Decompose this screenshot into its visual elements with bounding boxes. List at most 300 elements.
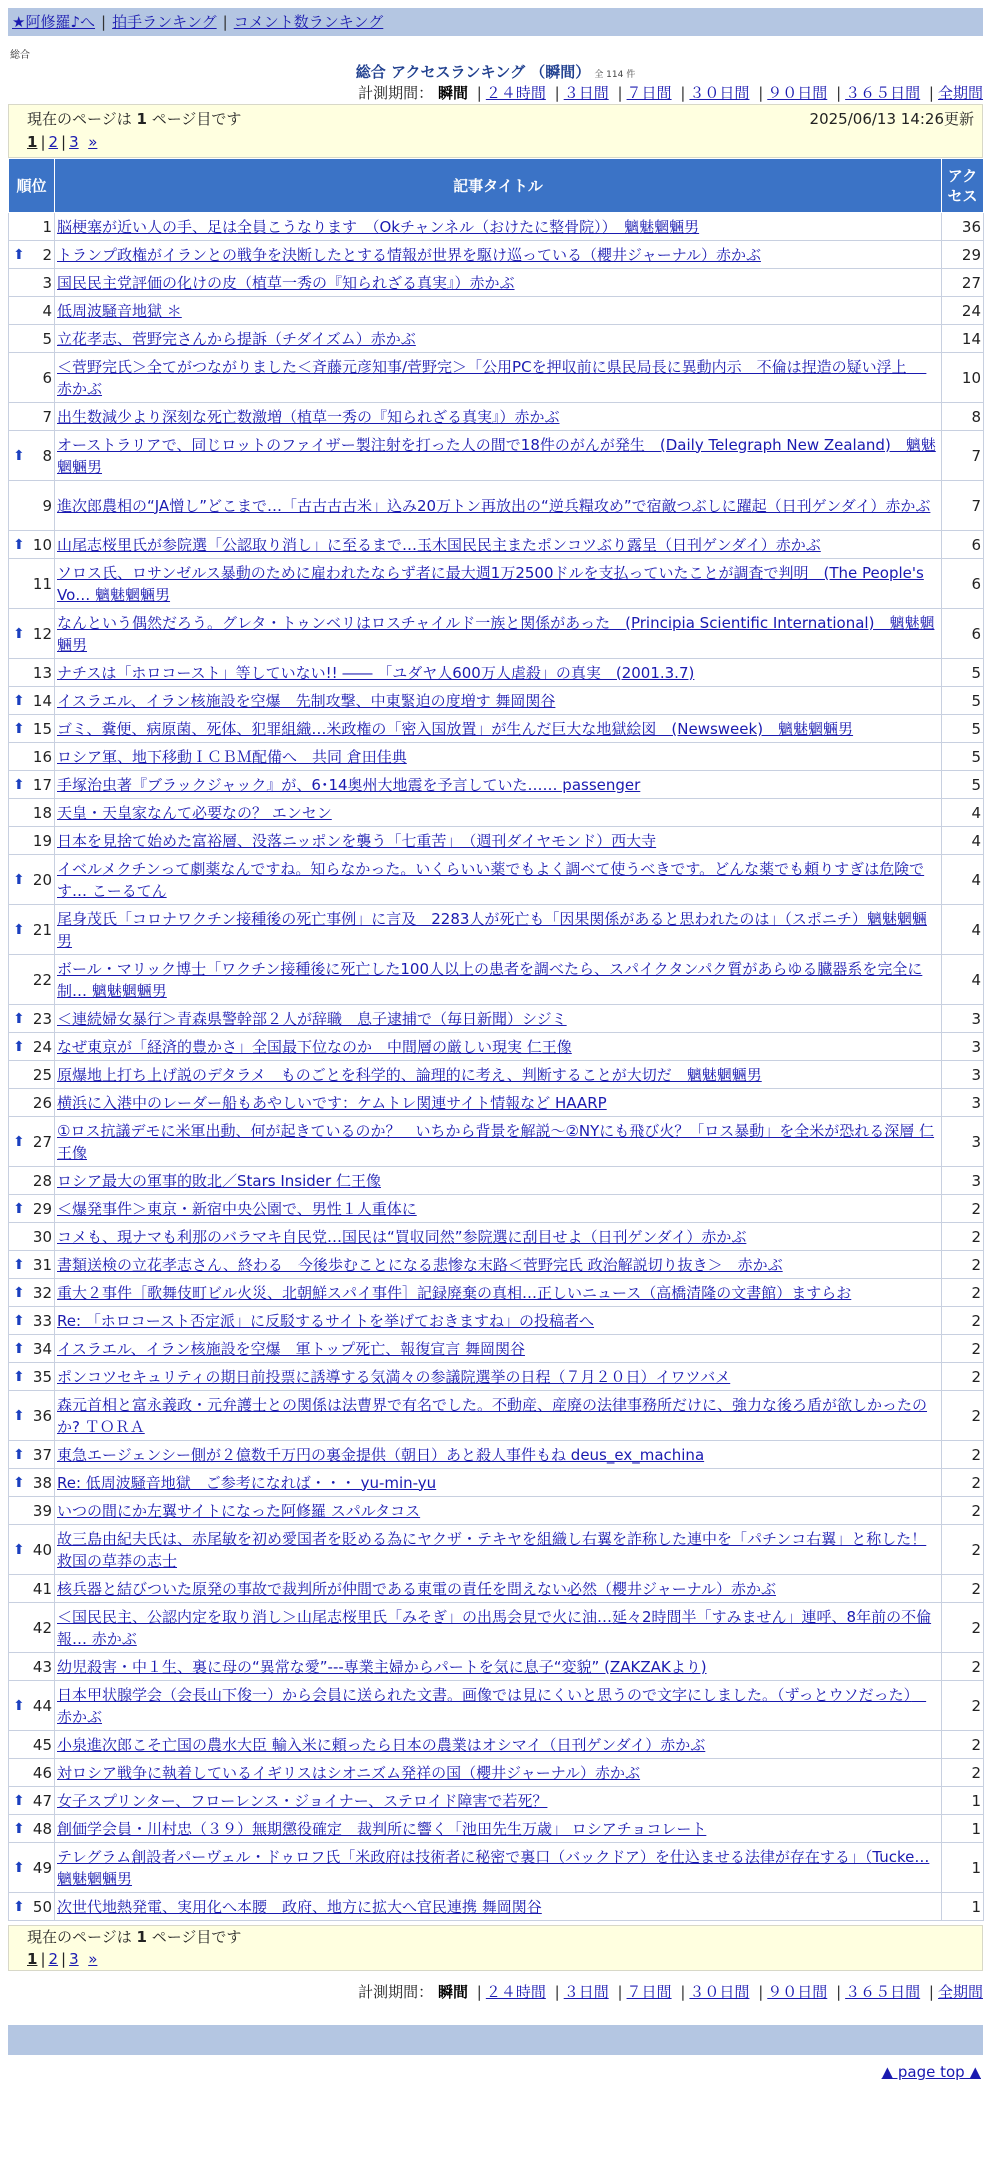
rank-number: 44 bbox=[32, 1696, 52, 1715]
up-arrow-icon: ⬆ bbox=[13, 1368, 25, 1385]
access-count: 8 bbox=[942, 403, 984, 431]
title-cell bbox=[55, 269, 942, 297]
rank-number: 8 bbox=[42, 446, 52, 465]
rank-number: 1 bbox=[42, 217, 52, 236]
access-count: 2 bbox=[942, 1497, 984, 1525]
rank-number: 26 bbox=[32, 1093, 52, 1112]
table-row bbox=[9, 1731, 984, 1759]
period-link-24h[interactable]: ２４時間 bbox=[485, 84, 546, 102]
page-link-next-bottom[interactable]: » bbox=[88, 1950, 98, 1968]
access-count: 5 bbox=[942, 743, 984, 771]
title-cell bbox=[55, 1843, 942, 1893]
article-link[interactable]: ＜爆発事件＞東京・新宿中央公園で、男性１人重体に bbox=[57, 1199, 417, 1218]
rank-cell bbox=[9, 1843, 55, 1893]
rank-number: 10 bbox=[32, 535, 52, 554]
title-cell bbox=[55, 1893, 942, 1921]
access-count: 2 bbox=[942, 1195, 984, 1223]
period-link-3d[interactable]: ３日間 bbox=[563, 1983, 609, 2001]
title-cell bbox=[55, 687, 942, 715]
rank-cell bbox=[9, 559, 55, 609]
access-count: 3 bbox=[942, 1033, 984, 1061]
rank-cell bbox=[9, 905, 55, 955]
table-row bbox=[9, 1223, 984, 1251]
table-row bbox=[9, 1117, 984, 1167]
article-link[interactable]: イスラエル、イラン核施設を空爆 先制攻撃、中東緊迫の度増す 舞岡関谷 bbox=[57, 691, 556, 710]
nav-separator: | bbox=[101, 13, 107, 31]
access-count: 5 bbox=[942, 659, 984, 687]
rank-cell bbox=[9, 715, 55, 743]
table-row bbox=[9, 1843, 984, 1893]
rank-number: 36 bbox=[32, 1406, 52, 1425]
title-cell bbox=[55, 1335, 942, 1363]
rank-cell bbox=[9, 1005, 55, 1033]
title-cell bbox=[55, 1089, 942, 1117]
table-row bbox=[9, 659, 984, 687]
article-link[interactable]: なぜ東京が「経済的豊かさ」全国最下位なのか 中間層の厳しい現実 仁王像 bbox=[57, 1037, 572, 1056]
access-count: 2 bbox=[942, 1307, 984, 1335]
title-cell bbox=[55, 1603, 942, 1653]
access-count: 4 bbox=[942, 855, 984, 905]
article-link[interactable]: 低周波騒音地獄 ＊ bbox=[57, 301, 182, 320]
period-current: 瞬間 bbox=[437, 1983, 468, 2001]
total-count: 全 114 件 bbox=[594, 70, 636, 80]
pager-top bbox=[8, 104, 983, 158]
rank-number: 17 bbox=[32, 775, 52, 794]
title-cell bbox=[55, 1681, 942, 1731]
article-link[interactable]: 幼児殺害・中１生、裏に母の“異常な愛”---専業主婦からパートを気に息子“変貌” (ZAKZAKより) bbox=[57, 1657, 707, 1676]
rank-number: 15 bbox=[32, 719, 52, 738]
rank-number: 47 bbox=[32, 1791, 52, 1810]
title-cell bbox=[55, 213, 942, 241]
rank-number: 30 bbox=[32, 1227, 52, 1246]
table-row bbox=[9, 855, 984, 905]
article-link[interactable]: 国民民主党評価の化けの皮（植草一秀の『知られざる真実』）赤かぶ bbox=[57, 273, 515, 292]
article-link[interactable]: ロシア軍、地下移動ＩＣＢＭ配備へ 共同 倉田佳典 bbox=[57, 747, 407, 766]
page-link-2-bottom[interactable]: 2 bbox=[48, 1950, 59, 1968]
up-arrow-icon: ⬆ bbox=[13, 1284, 25, 1301]
ranking-rows bbox=[9, 213, 984, 1921]
article-link[interactable]: 故三島由紀夫氏は、赤尾敏を初め愛国者を貶める為にヤクザ・テキヤを組織し右翼を詐称した連中を「パチンコ右翼」と称した！ 救国の草莽の志士 bbox=[57, 1529, 927, 1570]
up-arrow-icon: ⬆ bbox=[13, 1038, 25, 1055]
title-cell bbox=[55, 297, 942, 325]
access-count: 7 bbox=[942, 431, 984, 481]
table-row bbox=[9, 799, 984, 827]
up-arrow-icon: ⬆ bbox=[13, 1446, 25, 1463]
rank-cell bbox=[9, 1787, 55, 1815]
article-link[interactable]: 東急エージェンシー側が２億数千万円の裏金提供（朝日）あと殺人事件もね deus_ex_machina bbox=[57, 1445, 705, 1464]
title-cell bbox=[55, 241, 942, 269]
rank-number: 20 bbox=[32, 870, 52, 889]
rank-number: 39 bbox=[32, 1501, 52, 1520]
rank-number: 49 bbox=[32, 1858, 52, 1877]
table-row bbox=[9, 1335, 984, 1363]
rank-number: 11 bbox=[32, 574, 52, 593]
article-link[interactable]: なんという偶然だろう。グレタ・トゥンベリはロスチャイルド一族と関係があった (Principia Scientific International) 魑魅魍魎男 bbox=[57, 613, 935, 654]
up-arrow-icon: ⬆ bbox=[13, 246, 25, 263]
article-link[interactable]: ポンコツセキュリティの期日前投票に誘導する気満々の参議院選挙の日程（７月２０日）イワツバメ bbox=[57, 1367, 731, 1386]
article-link[interactable]: 手塚治虫著『ブラックジャック』が、6･14奥州大地震を予言していた…… passenger bbox=[57, 775, 641, 794]
rank-cell bbox=[9, 481, 55, 531]
article-link[interactable]: 小泉進次郎こそ亡国の農水大臣 輸入米に頼ったら日本の農業はオシマイ（日刊ゲンダイ）赤かぶ bbox=[57, 1735, 706, 1754]
article-link[interactable]: テレグラム創設者パーヴェル・ドゥロフ氏「米政府は技術者に秘密で裏口（バックドア）を仕込ませる法律が存在する」（Tucke… 魑魅魍魎男 bbox=[57, 1847, 930, 1888]
access-count: 6 bbox=[942, 559, 984, 609]
access-count: 3 bbox=[942, 1005, 984, 1033]
page-link-next[interactable]: » bbox=[88, 133, 98, 151]
access-count: 7 bbox=[942, 481, 984, 531]
title-cell bbox=[55, 1223, 942, 1251]
page-link-3[interactable]: 3 bbox=[69, 133, 79, 151]
article-link[interactable]: 対ロシア戦争に執着しているイギリスはシオニズム発祥の国（櫻井ジャーナル）赤かぶ bbox=[57, 1763, 641, 1782]
rank-number: 32 bbox=[32, 1283, 52, 1302]
page-link-active: 1 bbox=[27, 133, 38, 151]
rank-cell bbox=[9, 403, 55, 431]
title-cell bbox=[55, 1731, 942, 1759]
rank-number: 21 bbox=[32, 920, 52, 939]
page-link-2[interactable]: 2 bbox=[48, 133, 59, 151]
table-row bbox=[9, 743, 984, 771]
rank-cell bbox=[9, 1653, 55, 1681]
title-cell bbox=[55, 1441, 942, 1469]
access-count: 27 bbox=[942, 269, 984, 297]
period-link-7d[interactable]: ７日間 bbox=[626, 84, 672, 102]
access-count: 1 bbox=[942, 1815, 984, 1843]
table-row bbox=[9, 353, 984, 403]
access-count: 36 bbox=[942, 213, 984, 241]
title-cell bbox=[55, 1497, 942, 1525]
article-link[interactable]: ＜連続婦女暴行＞青森県警幹部２人が辞職 息子逮捕で（毎日新聞）シジミ bbox=[57, 1009, 567, 1028]
rank-cell bbox=[9, 1363, 55, 1391]
article-link[interactable]: 天皇・天皇家なんて必要なの？ エンセン bbox=[57, 803, 332, 822]
table-row bbox=[9, 1005, 984, 1033]
article-link[interactable]: 原爆地上打ち上げ説のデタラメ ものごとを科学的、論理的に考え、判断することが大切だ 魑魅魍魎男 bbox=[57, 1065, 762, 1084]
rank-cell bbox=[9, 1195, 55, 1223]
title-cell bbox=[55, 1005, 942, 1033]
rank-number: 35 bbox=[32, 1367, 52, 1386]
header-rank: 順位 bbox=[9, 159, 55, 213]
rank-cell bbox=[9, 353, 55, 403]
period-link-3d[interactable]: ３日間 bbox=[563, 84, 609, 102]
access-count: 10 bbox=[942, 353, 984, 403]
rank-cell bbox=[9, 1575, 55, 1603]
rank-cell bbox=[9, 659, 55, 687]
title-cell bbox=[55, 1279, 942, 1307]
rank-number: 34 bbox=[32, 1339, 52, 1358]
table-row bbox=[9, 403, 984, 431]
article-link[interactable]: 女子スプリンター、フローレンス・ジョイナー、ステロイド障害で若死？ bbox=[57, 1791, 548, 1810]
up-arrow-icon: ⬆ bbox=[13, 776, 25, 793]
rank-cell bbox=[9, 1815, 55, 1843]
article-link[interactable]: 核兵器と結びついた原発の事故で裁判所が仲間である東電の責任を問えない必然（櫻井ジャーナル）赤かぶ bbox=[57, 1579, 776, 1598]
up-arrow-icon: ⬆ bbox=[13, 921, 25, 938]
rank-cell bbox=[9, 771, 55, 799]
comment-ranking-link[interactable]: コメント数ランキング bbox=[233, 13, 384, 31]
table-row bbox=[9, 771, 984, 799]
title-cell bbox=[55, 1391, 942, 1441]
up-arrow-icon: ⬆ bbox=[13, 1010, 25, 1027]
rank-number: 48 bbox=[32, 1819, 52, 1838]
article-link[interactable]: コメも、現ナマも利那のバラマキ自民党…国民は“買収同然”参院選に刮目せよ（日刊ゲンダイ）赤かぶ bbox=[57, 1227, 747, 1246]
period-link-all[interactable]: 全期間 bbox=[937, 84, 983, 102]
article-link[interactable]: ＜菅野完氏＞全てがつながりました＜斉藤元彦知事/菅野完＞「公用PCを押収前に県民局長に異動内示 不倫は捏造の疑い浮上 赤かぶ bbox=[57, 357, 927, 398]
article-link[interactable]: 山尾志桜里氏が参院選「公認取り消し」に至るまで…玉木国民民主またポンコツぶり露呈（日刊ゲンダイ）赤かぶ bbox=[57, 535, 821, 554]
rank-number: 24 bbox=[32, 1037, 52, 1056]
article-link[interactable]: 横浜に入港中のレーダー船もあやしいです：ケムトレ関連サイト情報など HAARP bbox=[57, 1093, 607, 1112]
table-row bbox=[9, 1893, 984, 1921]
title-cell bbox=[55, 1525, 942, 1575]
page-title bbox=[0, 62, 991, 82]
up-arrow-icon: ⬆ bbox=[13, 692, 25, 709]
rank-cell bbox=[9, 1525, 55, 1575]
article-link[interactable]: 進次郎農相の“JA憎し”どこまで…「古古古古米」込み20万トン再放出の“逆兵糧攻め”で宿敵つぶしに躍起（日刊ゲンダイ）赤かぶ bbox=[57, 496, 931, 515]
period-selector: 計測期間： 瞬間 | ２４時間 | ３日間 | ７日間 | ３０日間 | ９０日間 | ３６５日間 | 全期間 bbox=[358, 84, 983, 102]
rank-cell bbox=[9, 213, 55, 241]
header-title: 記事タイトル bbox=[55, 159, 942, 213]
period-link-all[interactable]: 全期間 bbox=[937, 1983, 983, 2001]
up-arrow-icon: ⬆ bbox=[13, 1312, 25, 1329]
access-count: 2 bbox=[942, 1335, 984, 1363]
bottom-bar bbox=[8, 2025, 983, 2055]
rank-number: 29 bbox=[32, 1199, 52, 1218]
rank-cell bbox=[9, 1441, 55, 1469]
current-page-text-bottom: 現在のページは 1 ページ目です bbox=[27, 1928, 242, 1946]
table-row bbox=[9, 1089, 984, 1117]
period-link-365d[interactable]: ３６５日間 bbox=[845, 84, 921, 102]
nav-separator: | bbox=[222, 13, 228, 31]
rank-cell bbox=[9, 609, 55, 659]
table-row bbox=[9, 213, 984, 241]
table-row bbox=[9, 269, 984, 297]
access-count: 3 bbox=[942, 1167, 984, 1195]
up-arrow-icon: ⬆ bbox=[13, 1200, 25, 1217]
page-link-3-bottom[interactable]: 3 bbox=[69, 1950, 79, 1968]
rank-cell bbox=[9, 1759, 55, 1787]
article-link[interactable]: 創価学会員・川村忠（３９）無期懲役確定 裁判所に響く「池田先生万歳」 ロシアチョコレート bbox=[57, 1819, 707, 1838]
rank-cell bbox=[9, 531, 55, 559]
period-link-30d[interactable]: ３０日間 bbox=[689, 1983, 750, 2001]
access-count: 2 bbox=[942, 1391, 984, 1441]
title-cell bbox=[55, 827, 942, 855]
up-arrow-icon: ⬆ bbox=[13, 1898, 25, 1915]
up-arrow-icon: ⬆ bbox=[13, 1541, 25, 1558]
period-label: 計測期間： bbox=[358, 84, 434, 102]
table-row bbox=[9, 1251, 984, 1279]
pager-bottom bbox=[8, 1925, 983, 1971]
period-link-7d[interactable]: ７日間 bbox=[626, 1983, 672, 2001]
home-link[interactable]: ★阿修羅♪へ bbox=[12, 13, 96, 31]
rank-cell bbox=[9, 297, 55, 325]
table-row bbox=[9, 431, 984, 481]
access-count: 5 bbox=[942, 687, 984, 715]
title-cell bbox=[55, 1787, 942, 1815]
access-count: 3 bbox=[942, 1061, 984, 1089]
updated-timestamp: 2025/06/13 14:26更新 bbox=[809, 110, 974, 128]
access-count: 29 bbox=[942, 241, 984, 269]
rank-cell bbox=[9, 1033, 55, 1061]
article-link[interactable]: いつの間にか左翼サイトになった阿修羅 スパルタコス bbox=[57, 1501, 421, 1520]
access-count: 3 bbox=[942, 1089, 984, 1117]
rank-number: 9 bbox=[42, 496, 52, 515]
title-cell bbox=[55, 1167, 942, 1195]
table-row bbox=[9, 1681, 984, 1731]
rank-number: 6 bbox=[42, 368, 52, 387]
title-cell bbox=[55, 431, 942, 481]
rank-cell bbox=[9, 955, 55, 1005]
page-top-link[interactable]: ▲ page top ▲ bbox=[881, 2063, 981, 2081]
rank-number: 3 bbox=[42, 273, 52, 292]
title-cell bbox=[55, 325, 942, 353]
rank-number: 14 bbox=[32, 691, 52, 710]
access-count: 2 bbox=[942, 1731, 984, 1759]
header-access: アクセス bbox=[942, 159, 984, 213]
rank-number: 28 bbox=[32, 1171, 52, 1190]
access-count: 24 bbox=[942, 297, 984, 325]
access-count: 2 bbox=[942, 1251, 984, 1279]
rank-number: 12 bbox=[32, 624, 52, 643]
article-link[interactable]: 尾身茂氏「コロナワクチン接種後の死亡事例」に言及 2283人が死亡も「因果関係があると思われたのは」（スポニチ）魑魅魍魎男 bbox=[57, 909, 927, 950]
article-link[interactable]: ソロス氏、ロサンゼルス暴動のために雇われたならず者に最大週1万2500ドルを支払っていたことが調査で判明 (The People's Vo… 魑魅魍魎男 bbox=[57, 563, 924, 604]
title-cell bbox=[55, 1575, 942, 1603]
top-nav-bar bbox=[8, 8, 983, 36]
period-link-30d[interactable]: ３０日間 bbox=[689, 84, 750, 102]
title-cell bbox=[55, 1815, 942, 1843]
title-cell bbox=[55, 559, 942, 609]
period-label: 計測期間： bbox=[358, 1983, 434, 2001]
rank-number: 2 bbox=[42, 245, 52, 264]
rank-number: 40 bbox=[32, 1540, 52, 1559]
rank-number: 5 bbox=[42, 329, 52, 348]
table-row bbox=[9, 905, 984, 955]
table-row bbox=[9, 1391, 984, 1441]
rank-number: 25 bbox=[32, 1065, 52, 1084]
rank-number: 42 bbox=[32, 1618, 52, 1637]
article-link[interactable]: 出生数減少より深刻な死亡数激増（植草一秀の『知られざる真実』）赤かぶ bbox=[57, 407, 560, 426]
rank-cell bbox=[9, 1089, 55, 1117]
article-link[interactable]: ナチスは「ホロコースト」等していない!! ―― 「ユダヤ人600万人虐殺」の真実 (2001.3.7) bbox=[57, 663, 695, 682]
title-cell bbox=[55, 1469, 942, 1497]
table-row bbox=[9, 481, 984, 531]
rank-cell bbox=[9, 855, 55, 905]
access-count: 5 bbox=[942, 771, 984, 799]
table-row bbox=[9, 1603, 984, 1653]
applause-ranking-link[interactable]: 拍手ランキング bbox=[112, 13, 217, 31]
rank-cell bbox=[9, 431, 55, 481]
title-cell bbox=[55, 1251, 942, 1279]
title-cell bbox=[55, 1195, 942, 1223]
period-current: 瞬間 bbox=[437, 84, 468, 102]
rank-cell bbox=[9, 241, 55, 269]
table-row bbox=[9, 1497, 984, 1525]
article-link[interactable]: Re: 低周波騒音地獄 ご参考になれば・・・ yu-min-yu bbox=[57, 1473, 437, 1492]
table-row bbox=[9, 955, 984, 1005]
period-link-24h[interactable]: ２４時間 bbox=[485, 1983, 546, 2001]
up-arrow-icon: ⬆ bbox=[13, 536, 25, 553]
article-link[interactable]: 脳梗塞が近い人の手、足は全員こうなります （Okチャンネル（おけたに整骨院）） 魑魅魍魎男 bbox=[57, 217, 700, 236]
access-count: 2 bbox=[942, 1363, 984, 1391]
rank-number: 45 bbox=[32, 1735, 52, 1754]
table-row bbox=[9, 1061, 984, 1089]
article-link[interactable]: オーストラリアで、同じロットのファイザー製注射を打った人の間で18件のがんが発生 (Daily Telegraph New Zealand) 魑魅魍魎男 bbox=[57, 435, 936, 476]
rank-number: 19 bbox=[32, 831, 52, 850]
table-row bbox=[9, 1195, 984, 1223]
period-link-90d[interactable]: ９０日間 bbox=[767, 1983, 828, 2001]
up-arrow-icon: ⬆ bbox=[13, 1820, 25, 1837]
period-link-365d[interactable]: ３６５日間 bbox=[845, 1983, 921, 2001]
article-link[interactable]: ゴミ、糞便、病原菌、死体、犯罪組織…米政権の「密入国放置」が生んだ巨大な地獄絵図 (Newsweek) 魑魅魍魎男 bbox=[57, 719, 854, 738]
rank-cell bbox=[9, 325, 55, 353]
access-count: 4 bbox=[942, 905, 984, 955]
article-link[interactable]: ＜国民民主、公認内定を取り消し＞山尾志桜里氏「みそぎ」の出馬会見で火に油…延々2時間半「すみません」連呼、8年前の不倫報… 赤かぶ bbox=[57, 1607, 932, 1648]
rank-number: 33 bbox=[32, 1311, 52, 1330]
rank-cell bbox=[9, 1335, 55, 1363]
rank-cell bbox=[9, 1603, 55, 1653]
up-arrow-icon: ⬆ bbox=[13, 1697, 25, 1714]
period-selector-bottom: 計測期間： 瞬間 | ２４時間 | ３日間 | ７日間 | ３０日間 | ９０日間 | ３６５日間 | 全期間 bbox=[358, 1983, 983, 2001]
rank-number: 46 bbox=[32, 1763, 52, 1782]
article-link[interactable]: ロシア最大の軍事的敗北／Stars Insider 仁王像 bbox=[57, 1171, 381, 1190]
rank-number: 18 bbox=[32, 803, 52, 822]
table-row bbox=[9, 1033, 984, 1061]
title-cell bbox=[55, 855, 942, 905]
article-link[interactable]: トランプ政権がイランとの戦争を決断したとする情報が世界を駆け巡っている（櫻井ジャーナル）赤かぶ bbox=[57, 245, 761, 264]
title-cell bbox=[55, 1653, 942, 1681]
access-count: 2 bbox=[942, 1759, 984, 1787]
article-link[interactable]: Re: 「ホロコースト否定派」に反駁するサイトを挙げておきますね」の投稿者へ bbox=[57, 1311, 595, 1330]
up-arrow-icon: ⬆ bbox=[13, 871, 25, 888]
rank-cell bbox=[9, 743, 55, 771]
article-link[interactable]: ①ロス抗議デモに米軍出動、何が起きているのか？ いちから背景を解説～②NYにも飛び火？「ロス暴動」を全米が恐れる深層 仁王像 bbox=[57, 1121, 935, 1162]
rank-number: 27 bbox=[32, 1132, 52, 1151]
article-link[interactable]: 日本甲状腺学会（会長山下俊一）から会員に送られた文書。画像では見にくいと思うので文字にしました。（ずっとウソだった） 赤かぶ bbox=[57, 1685, 927, 1726]
rank-cell bbox=[9, 1893, 55, 1921]
article-link[interactable]: ボール・マリック博士「ワクチン接種後に死亡した100人以上の患者を調べたら、スパイクタンパク質があらゆる臓器系を完全に制… 魑魅魍魎男 bbox=[57, 959, 923, 1000]
table-row bbox=[9, 1653, 984, 1681]
table-row bbox=[9, 1787, 984, 1815]
article-link[interactable]: イスラエル、イラン核施設を空爆 軍トップ死亡、報復宣言 舞岡関谷 bbox=[57, 1339, 525, 1358]
title-cell bbox=[55, 403, 942, 431]
table-row bbox=[9, 531, 984, 559]
access-count: 3 bbox=[942, 1117, 984, 1167]
title-cell bbox=[55, 1307, 942, 1335]
access-count: 2 bbox=[942, 1441, 984, 1469]
period-link-90d[interactable]: ９０日間 bbox=[767, 84, 828, 102]
table-row bbox=[9, 1167, 984, 1195]
access-count: 2 bbox=[942, 1575, 984, 1603]
page-top-container bbox=[0, 2063, 981, 2081]
access-count: 6 bbox=[942, 531, 984, 559]
access-count: 4 bbox=[942, 799, 984, 827]
access-count: 1 bbox=[942, 1787, 984, 1815]
article-link[interactable]: 立花孝志、菅野完さんから提訴（チダイズム）赤かぶ bbox=[57, 329, 416, 348]
page-link-active-bottom: 1 bbox=[27, 1950, 38, 1968]
up-arrow-icon: ⬆ bbox=[13, 1859, 25, 1876]
access-count: 5 bbox=[942, 715, 984, 743]
up-arrow-icon: ⬆ bbox=[13, 1256, 25, 1273]
table-row bbox=[9, 1307, 984, 1335]
article-link[interactable]: 日本を見捨て始めた富裕層、没落ニッポンを襲う「七重苦」 （週刊ダイヤモンド）西大寺 bbox=[57, 831, 657, 850]
title-cell bbox=[55, 1363, 942, 1391]
article-link[interactable]: イベルメクチンって劇薬なんですね。知らなかった。いくらいい薬でもよく調べて使うべきです。どんな薬でも頼りすぎは危険です… こーるてん bbox=[57, 859, 925, 900]
article-link[interactable]: 重大２事件［歌舞伎町ビル火災、北朝鮮スパイ事件］記録廃棄の真相…正しいニュース（高橋清隆の文書館）ますらお bbox=[57, 1283, 852, 1302]
article-link[interactable]: 次世代地熱発電、実用化へ本腰 政府、地方に拡大へ官民連携 舞岡関谷 bbox=[57, 1897, 542, 1916]
rank-cell bbox=[9, 1307, 55, 1335]
article-link[interactable]: 書類送検の立花孝志さん、終わる 今後歩むことになる悲惨な末路＜菅野完氏 政治解説切り抜き＞ 赤かぶ bbox=[57, 1255, 783, 1274]
rank-number: 38 bbox=[32, 1473, 52, 1492]
title-cell bbox=[55, 1033, 942, 1061]
access-count: 2 bbox=[942, 1469, 984, 1497]
rank-number: 31 bbox=[32, 1255, 52, 1274]
table-row bbox=[9, 1469, 984, 1497]
article-link[interactable]: 森元首相と富永義政・元弁護士との関係は法曹界で有名でした。不動産、産廃の法律事務所だけに、強力な後ろ盾が欲しかったのか? ＴＯＲＡ bbox=[57, 1395, 928, 1436]
